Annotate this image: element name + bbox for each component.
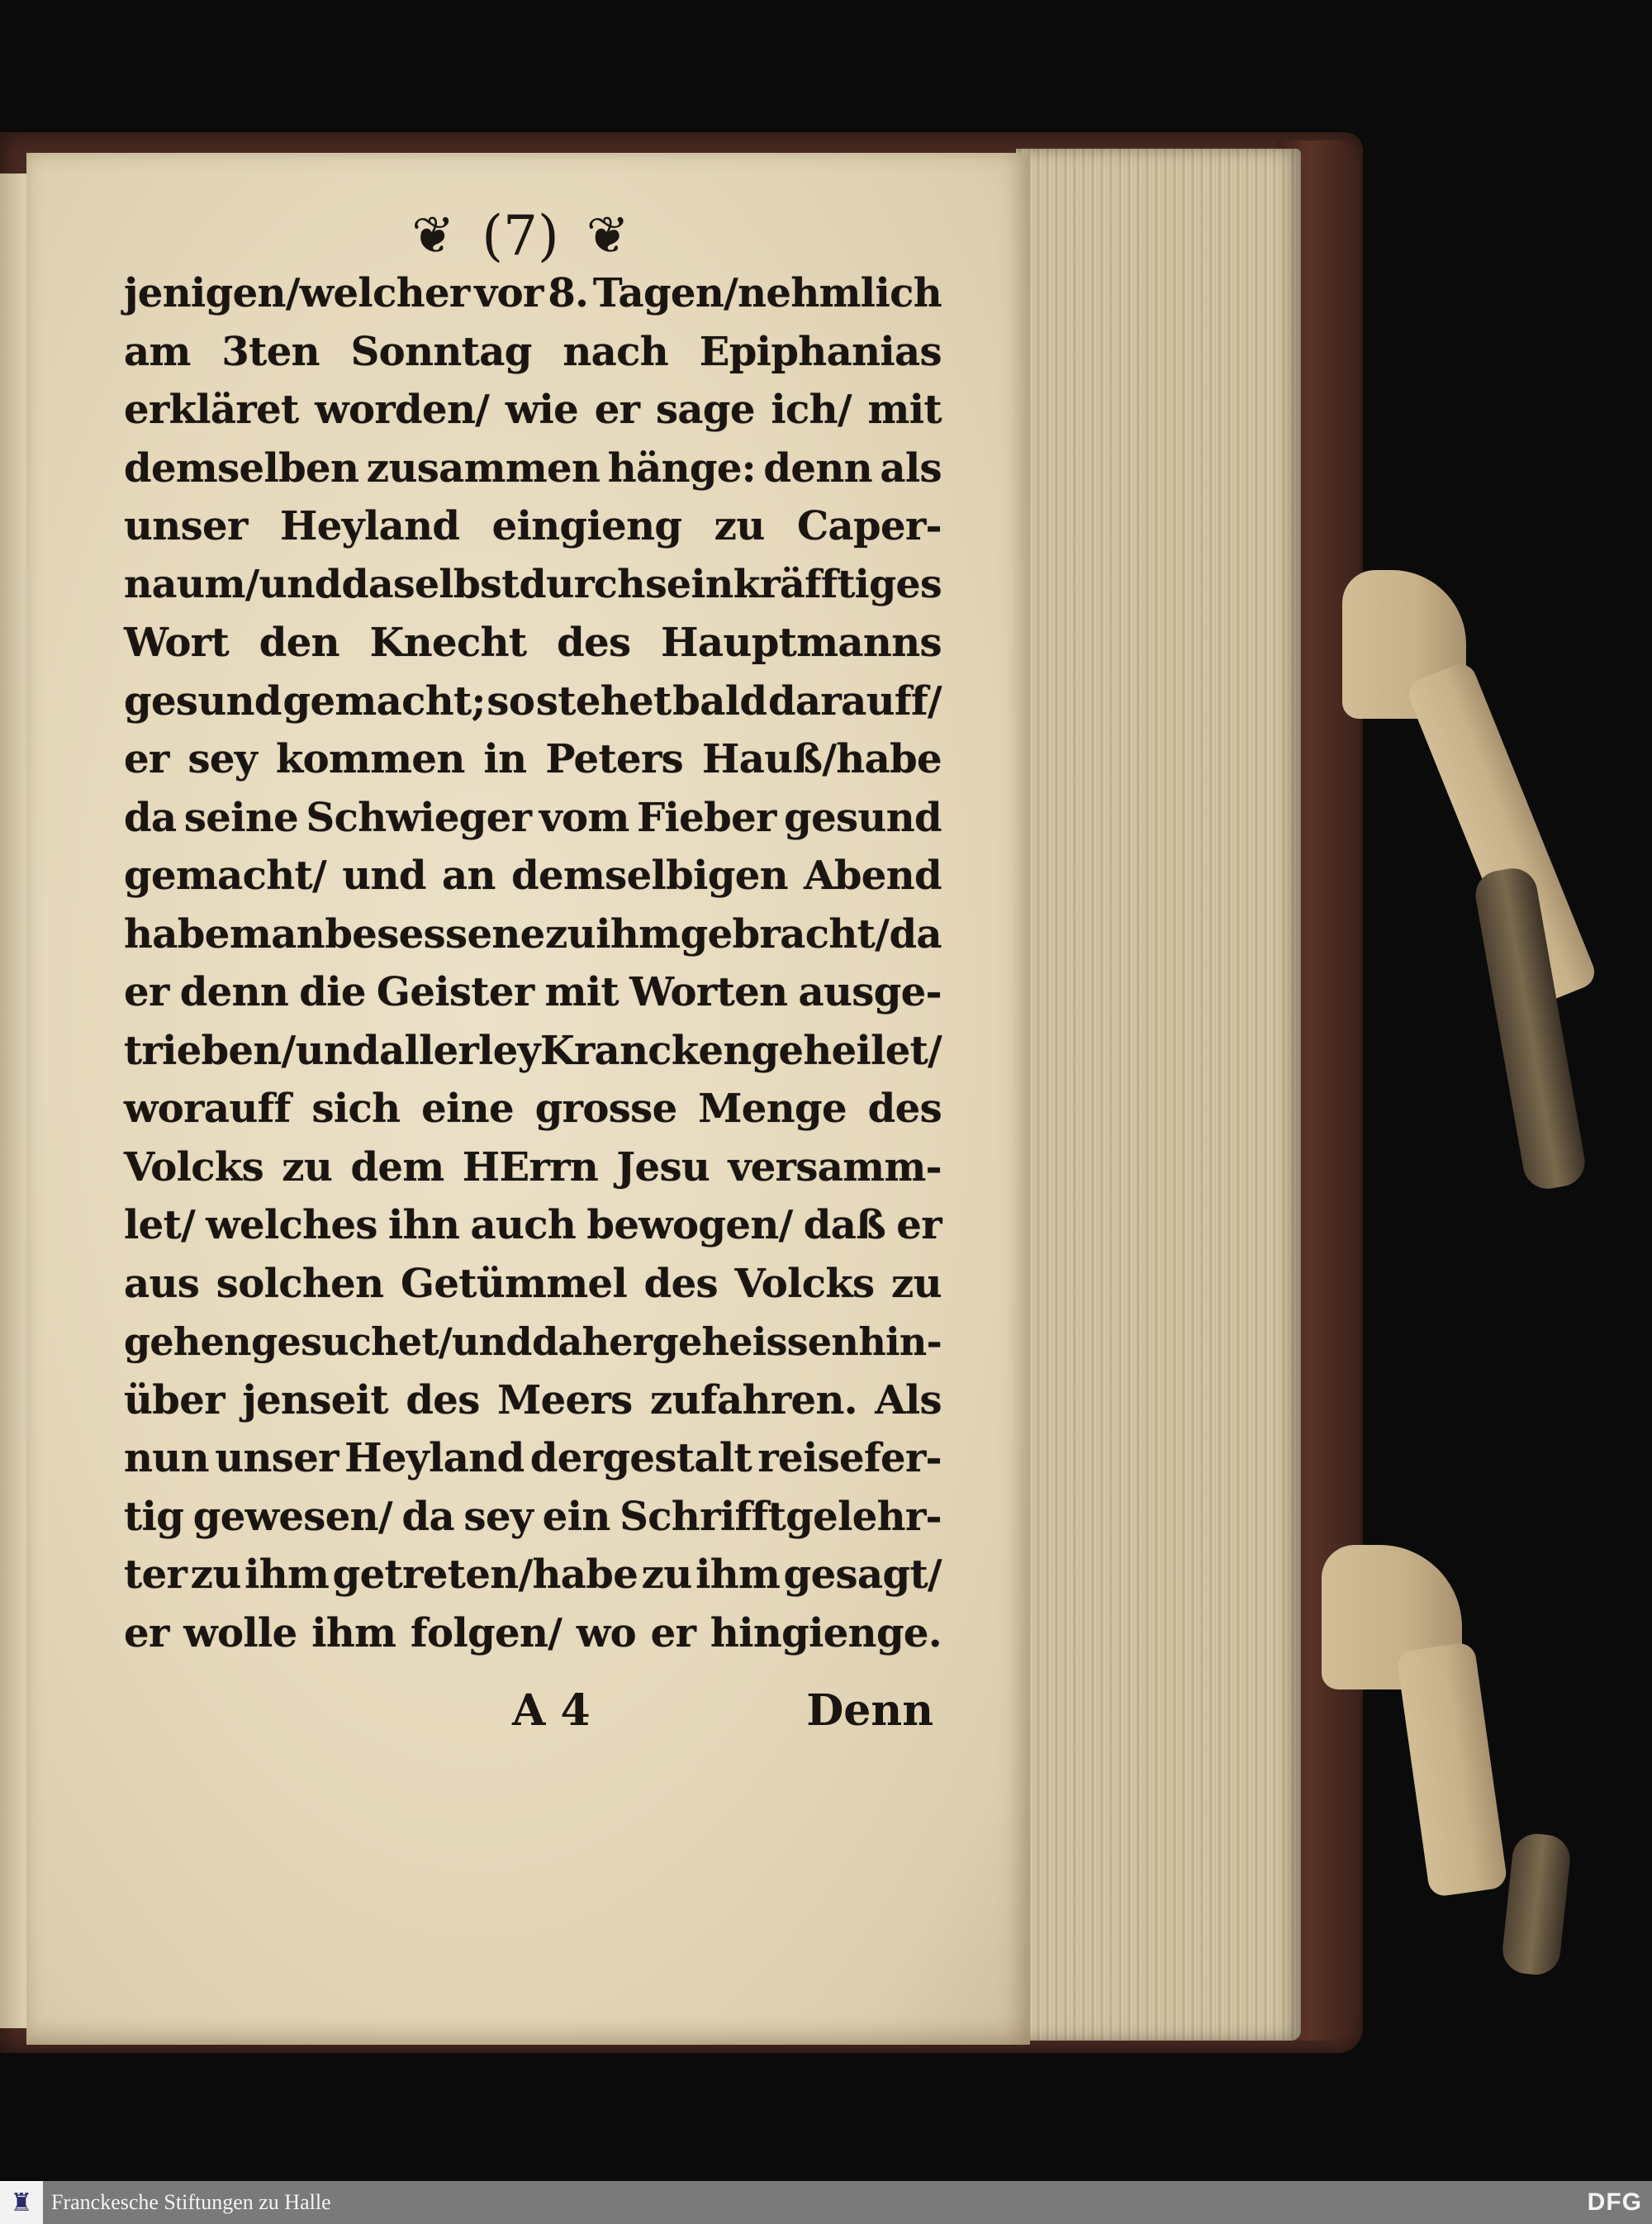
page-header — [388, 198, 653, 273]
text-line: unser Heyland eingieng zu Caper- — [124, 503, 942, 549]
clasp-metal-bottom — [1500, 1832, 1572, 1977]
institution-logo-icon: ♜ — [0, 2181, 43, 2224]
page-number: (7) — [482, 203, 559, 268]
text-line: nun unser Heyland dergestalt reisefer- — [124, 1435, 942, 1481]
page-footer-line — [124, 1685, 942, 1751]
text-line: gemacht/ und an demselbigen Abend — [124, 853, 942, 899]
text-line: gesund gemacht; so stehet bald darauff/ — [124, 677, 942, 725]
text-line: er denn die Geister mit Worten ausge- — [124, 969, 942, 1015]
text-line: über jenseit des Meers zufahren. Als — [124, 1376, 942, 1423]
text-line: habe man besessene zu ihm gebracht/ da — [124, 910, 942, 958]
page-text — [124, 264, 942, 1662]
institution-name: Franckesche Stiftungen zu Halle — [51, 2190, 331, 2214]
text-line: am 3ten Sonntag nach Epiphanias — [124, 328, 942, 375]
text-line: worauff sich eine grosse Menge des — [124, 1086, 942, 1132]
text-line: trieben/ und allerley Krancken geheilet/ — [124, 1027, 942, 1074]
clasp-strap-bottom-tail — [1396, 1642, 1508, 1898]
ornament-left-icon: ❦ — [411, 205, 455, 265]
institution-bar — [0, 2181, 1652, 2224]
catchword: Denn — [806, 1685, 933, 1736]
text-line: naum/und daselbst durch sein kräfftiges — [124, 561, 942, 607]
dfg-logo: DFG — [1587, 2188, 1642, 2216]
text-line: er wolle ihm folgen/ wo er hingienge. — [124, 1609, 942, 1656]
text-line: tig gewesen/ da sey ein Schrifftgelehr- — [124, 1493, 942, 1540]
text-line: demselben zusammen hänge: denn als — [124, 444, 942, 492]
text-line: aus solchen Getümmel des Volcks zu — [124, 1260, 942, 1307]
text-line: jenigen/welcher vor 8. Tagen/nehmlich — [124, 270, 942, 316]
text-line: Volcks zu dem HErrn Jesu versamm- — [124, 1143, 942, 1190]
text-line: er sey kommen in Peters Hauß/habe — [124, 736, 942, 782]
text-line: Wort den Knecht des Hauptmanns — [124, 620, 942, 666]
ornament-right-icon: ❦ — [586, 205, 629, 265]
text-line: ter zu ihm getreten/habe zu ihm gesagt/ — [124, 1552, 942, 1598]
text-line: let/ welches ihn auch bewogen/ daß er — [124, 1202, 942, 1248]
signature-mark: A 4 — [512, 1685, 591, 1736]
text-line: gehen gesuchet/und daher geheissen hin- — [124, 1319, 942, 1364]
text-line: erkläret worden/ wie er sage ich/ mit — [124, 387, 942, 433]
page-fore-edge — [1016, 149, 1301, 2041]
text-line: da seine Schwieger vom Fieber gesund — [124, 794, 942, 841]
